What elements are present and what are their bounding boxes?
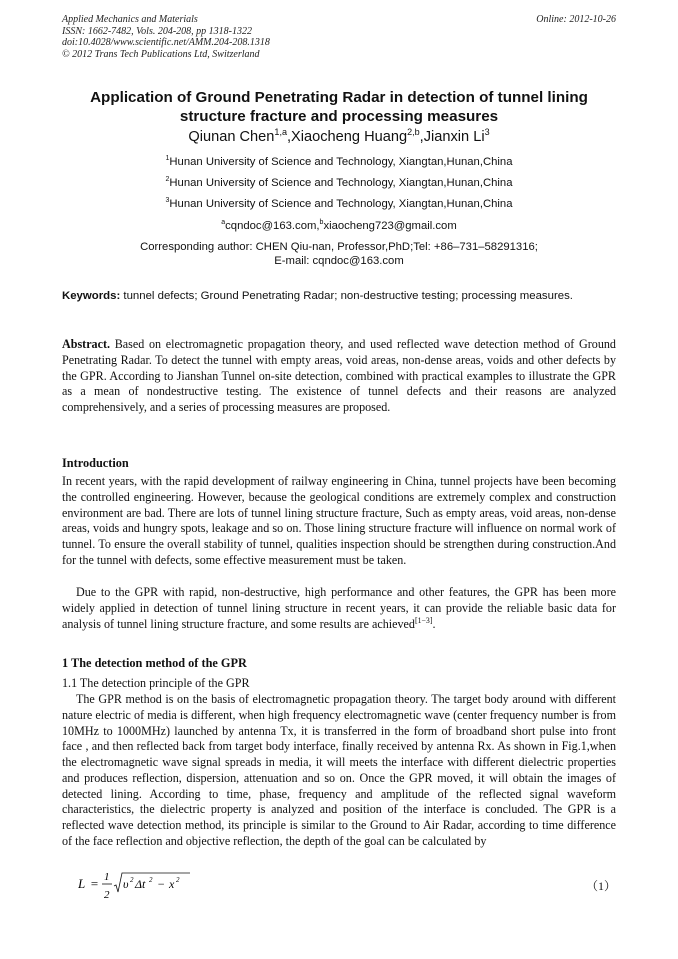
keywords-label: Keywords: — [62, 290, 121, 302]
author-2-affil: 2,b — [407, 127, 420, 138]
issn-line: ISSN: 1662-7482, Vols. 204-208, pp 1318-1322 — [62, 25, 252, 37]
keywords — [62, 289, 616, 304]
abstract-label: Abstract. — [62, 337, 111, 351]
formula-numerator: 1 — [104, 871, 110, 883]
abstract-text: Based on electromagnetic propagation theory, and used reflected wave detection method of Ground Penetrating Radar. To detect the tunnel with empty areas, void areas, non-dense areas, voids and other defects by the GPR. According to Jianshan Tunnel on-site detection, combined with practical examples to illustrate the GPR as a mean of nondestructive testing. The existence of tunnel defects and their reasons are analyzed comprehensively, and a series of processing measures are proposed. — [62, 337, 616, 414]
formula-denominator: 2 — [104, 889, 110, 901]
email-a-link[interactable]: cqndoc@163.com, — [225, 220, 320, 232]
email-b-link[interactable]: xiaocheng723@gmail.com — [323, 220, 457, 232]
formula-exp: 2 — [130, 876, 134, 884]
keywords-text: tunnel defects; Ground Penetrating Radar; non-destructive testing; processing measures. — [123, 290, 573, 302]
corresponding-email: E-mail: cqndoc@163.com — [274, 255, 404, 267]
citation-ref: [1−3] — [414, 615, 433, 625]
paper-title: Application of Ground Penetrating Radar in detection of tunnel lining structure fracture and processing measures — [90, 89, 588, 125]
section-1-paragraph: The GPR method is on the basis of electromagnetic propagation theory. The target body around with different nature electric of media is different, when high frequency electromagnetic wave (center frequency number is from 10MHz to 1000MHz) launched by antenna Tx, it is transferred in the form of broadband short pulse into front face , and then reflected back from target body interface, finally received by antenna Rx. As shown in Fig.1,when the electromagnetic wave signal spreads in media, it will meets the interface with different dielectric properties and produces reflection, dispersion, attenuation and so on. Once the GPR moved, it will obtain the images of detected lining. According to time, phase, frequency and amplitude of the reflected signal waveform characteristics, the dielectric property is analyzed and position of the interface is concluded. The GPR is a reflected wave detection method, its principle is similar to the Ground to Air Radar, according to time difference of the face reflection and objective reflection, the depth of the goal can be calculated by — [62, 692, 616, 848]
author-3-affil: 3 — [484, 127, 490, 138]
online-date: Online: 2012-10-26 — [536, 14, 616, 25]
section-1-heading: 1 The detection method of the GPR — [62, 656, 247, 670]
equation-number: （1） — [585, 879, 616, 893]
formula-lhs: L — [78, 876, 86, 891]
author-1-affil: 1,a — [274, 127, 287, 138]
email-line: $^a$cqndoc@163.com,$^b$xiaocheng723@gmail.com — [221, 219, 457, 232]
intro-paragraph-2: Due to the GPR with rapid, non-destructive, high performance and other features, the GPR has been more widely applied in detection of tunnel lining structure in recent years, it can provide the reliable basic data for analysis of tunnel lining structure fracture, and some results are achieved[1−3]. — [62, 585, 616, 631]
corresponding-author: Corresponding author: CHEN Qiu-nan, Professor,PhD;Tel: +86–731–58291316; — [140, 241, 538, 253]
author-1: Qiunan Chen — [188, 129, 275, 145]
author-separator: , — [419, 129, 424, 145]
affiliation-2: $^2$Hunan University of Science and Technology, Xiangtan,Hunan,China — [165, 176, 513, 189]
formula-exp: 2 — [176, 876, 180, 884]
doi-line: doi:10.4028/www.scientific.net/AMM.204-208.1318 — [62, 37, 270, 48]
affiliation-1: $^1$Hunan University of Science and Technology, Xiangtan,Hunan,China — [165, 155, 513, 168]
author-list — [62, 128, 616, 146]
formula-v: υ — [123, 877, 129, 891]
formula-exp: 2 — [149, 876, 153, 884]
journal-header — [62, 14, 616, 60]
author-3: Jianxin Li — [423, 129, 485, 145]
intro-paragraph-1: In recent years, with the rapid development of railway engineering in China, tunnel projects have been becoming the controlled engineering. However, because the geological conditions are extremely complex and construction environment are bad. There are lots of tunnel lining structure fracture, Such as empty areas, void areas, non-dense areas, voids and hungry spots, leakage and so on. Those lining structure fracture will influence on normal work of tunnel. To ensure the overall stability of tunnel, qualities inspection should be strengthen during construction.And for the tunnel with defects, some effective measurement must be taken. — [62, 474, 616, 567]
formula-dt: Δt — [135, 877, 146, 891]
copyright-line: © 2012 Trans Tech Publications Ltd, Switzerland — [62, 48, 260, 60]
intro-heading: Introduction — [62, 456, 129, 470]
subsection-1-1-heading: 1.1 The detection principle of the GPR — [62, 676, 250, 690]
formula-minus: − — [157, 877, 166, 891]
author-2: Xiaocheng Huang — [291, 129, 408, 145]
journal-name: Applied Mechanics and Materials — [62, 14, 198, 25]
formula-x: x — [169, 877, 175, 891]
author-separator: , — [286, 129, 292, 145]
depth-formula — [78, 869, 198, 909]
abstract — [62, 337, 616, 416]
formula-equals: = — [90, 876, 99, 891]
affiliation-3: $^3$Hunan University of Science and Technology, Xiangtan,Hunan,China — [165, 197, 513, 210]
